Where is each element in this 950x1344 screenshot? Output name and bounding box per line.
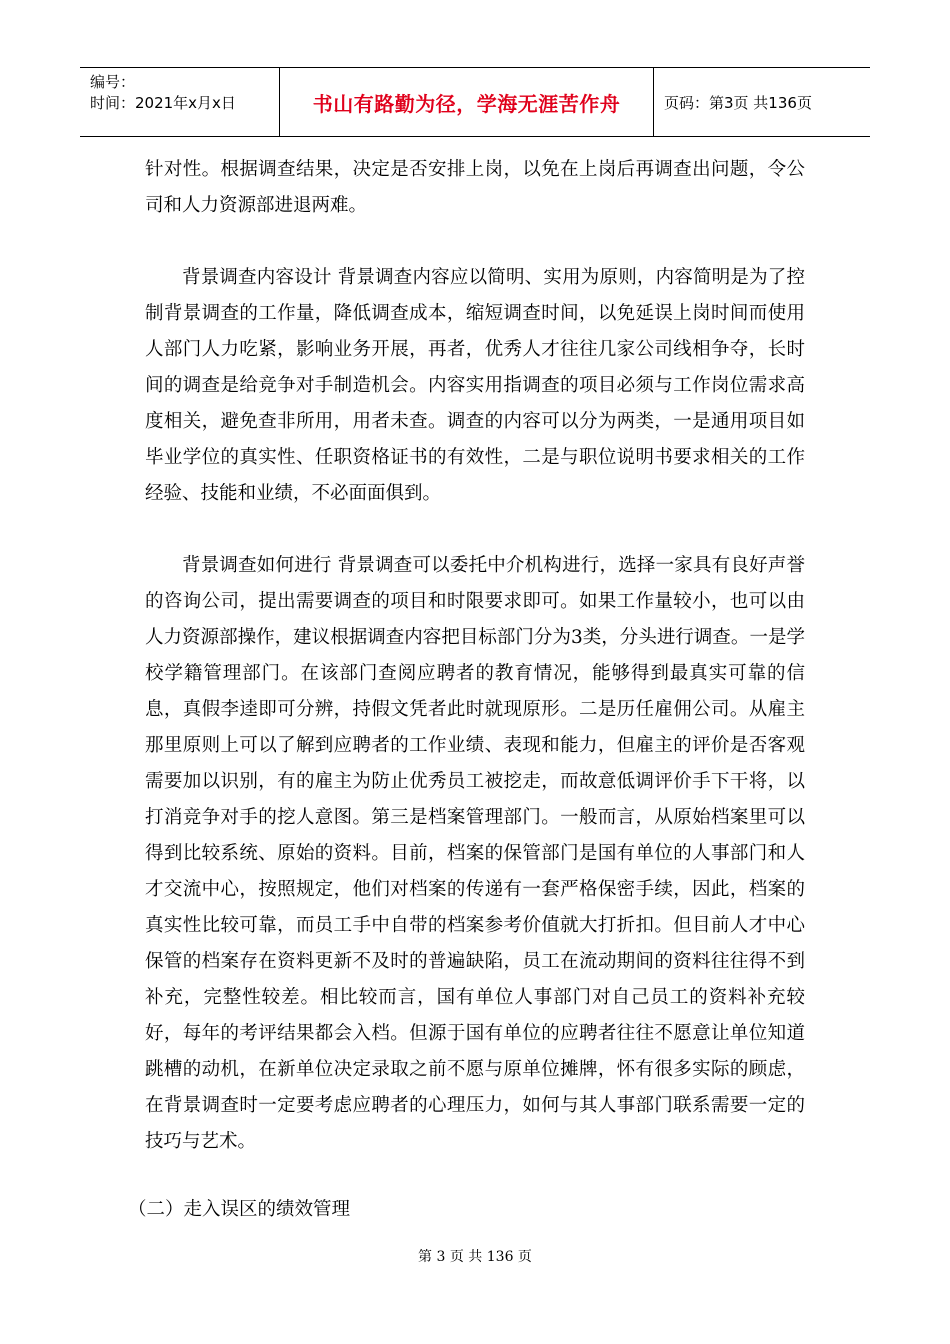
header-motto: 书山有路勤为径，学海无涯苦作舟 xyxy=(280,68,654,136)
page-footer: 第 3 页 共 136 页 xyxy=(418,1249,532,1265)
document-body xyxy=(145,152,805,1160)
page-header xyxy=(80,67,870,137)
document-time-label: 时间：2021年x月x日 xyxy=(90,94,236,112)
header-page-code: 页码：第3页 共136页 xyxy=(664,93,812,112)
paragraph: 背景调查内容设计 背景调查内容应以简明、实用为原则，内容简明是为了控制背景调查的工作量，降低调查成本，缩短调查时间，以免延误上岗时间而使用人部门人力吃紧，影响业务开展，再者，优秀人才往往几家公司线相争夺，长时间的调查是给竞争对手制造机会。内容实用指调查的项目必须与工作岗位需求高度相关，避免查非所用，用者未查。调查的内容可以分为两类，一是通用项目如毕业学位的真实性、任职资格证书的有效性，二是与职位说明书要求相关的工作经验、技能和业绩，不必面面俱到。 xyxy=(145,267,805,504)
paragraph: 背景调查如何进行 背景调查可以委托中介机构进行，选择一家具有良好声誉的咨询公司，提出需要调查的项目和时限要求即可。如果工作量较小，也可以由人力资源部操作，建议根据调查内容把目标部门分为3类，分头进行调查。一是学校学籍管理部门。在该部门查阅应聘者的教育情况，能够得到最真实可靠的信息，真假李逵即可分辨，持假文凭者此时就现原形。二是历任雇佣公司。从雇主那里原则上可以了解到应聘者的工作业绩、表现和能力，但雇主的评价是否客观需要加以识别，有的雇主为防止优秀员工被挖走，而故意低调评价手下干将，以打消竞争对手的挖人意图。第三是档案管理部门。一般而言，从原始档案里可以得到比较系统、原始的资料。目前，档案的保管部门是国有单位的人事部门和人才交流中心，按照规定，他们对档案的传递有一套严格保密手续，因此，档案的真实性比较可靠，而员工手中自带的档案参考价值就大打折扣。但目前人才中心保管的档案存在资料更新不及时的普遍缺陷，员工在流动期间的资料往往得不到补充，完整性较差。相比较而言，国有单位人事部门对自己员工的资料补充较好，每年的考评结果都会入档。但源于国有单位的应聘者往往不愿意让单位知道跳槽的动机，在新单位决定录取之前不愿与原单位摊牌，怀有很多实际的顾虑，在背景调查时一定要考虑应聘者的心理压力，如何与其人事部门联系需要一定的技巧与艺术。 xyxy=(145,555,805,1152)
section-heading: （二）走入误区的绩效管理 xyxy=(128,1199,351,1220)
header-meta xyxy=(80,68,280,136)
paragraph: 针对性。根据调查结果，决定是否安排上岗，以免在上岗后再调查出问题，令公司和人力资源部进退两难。 xyxy=(145,159,805,216)
document-number-label: 编号： xyxy=(90,73,136,91)
